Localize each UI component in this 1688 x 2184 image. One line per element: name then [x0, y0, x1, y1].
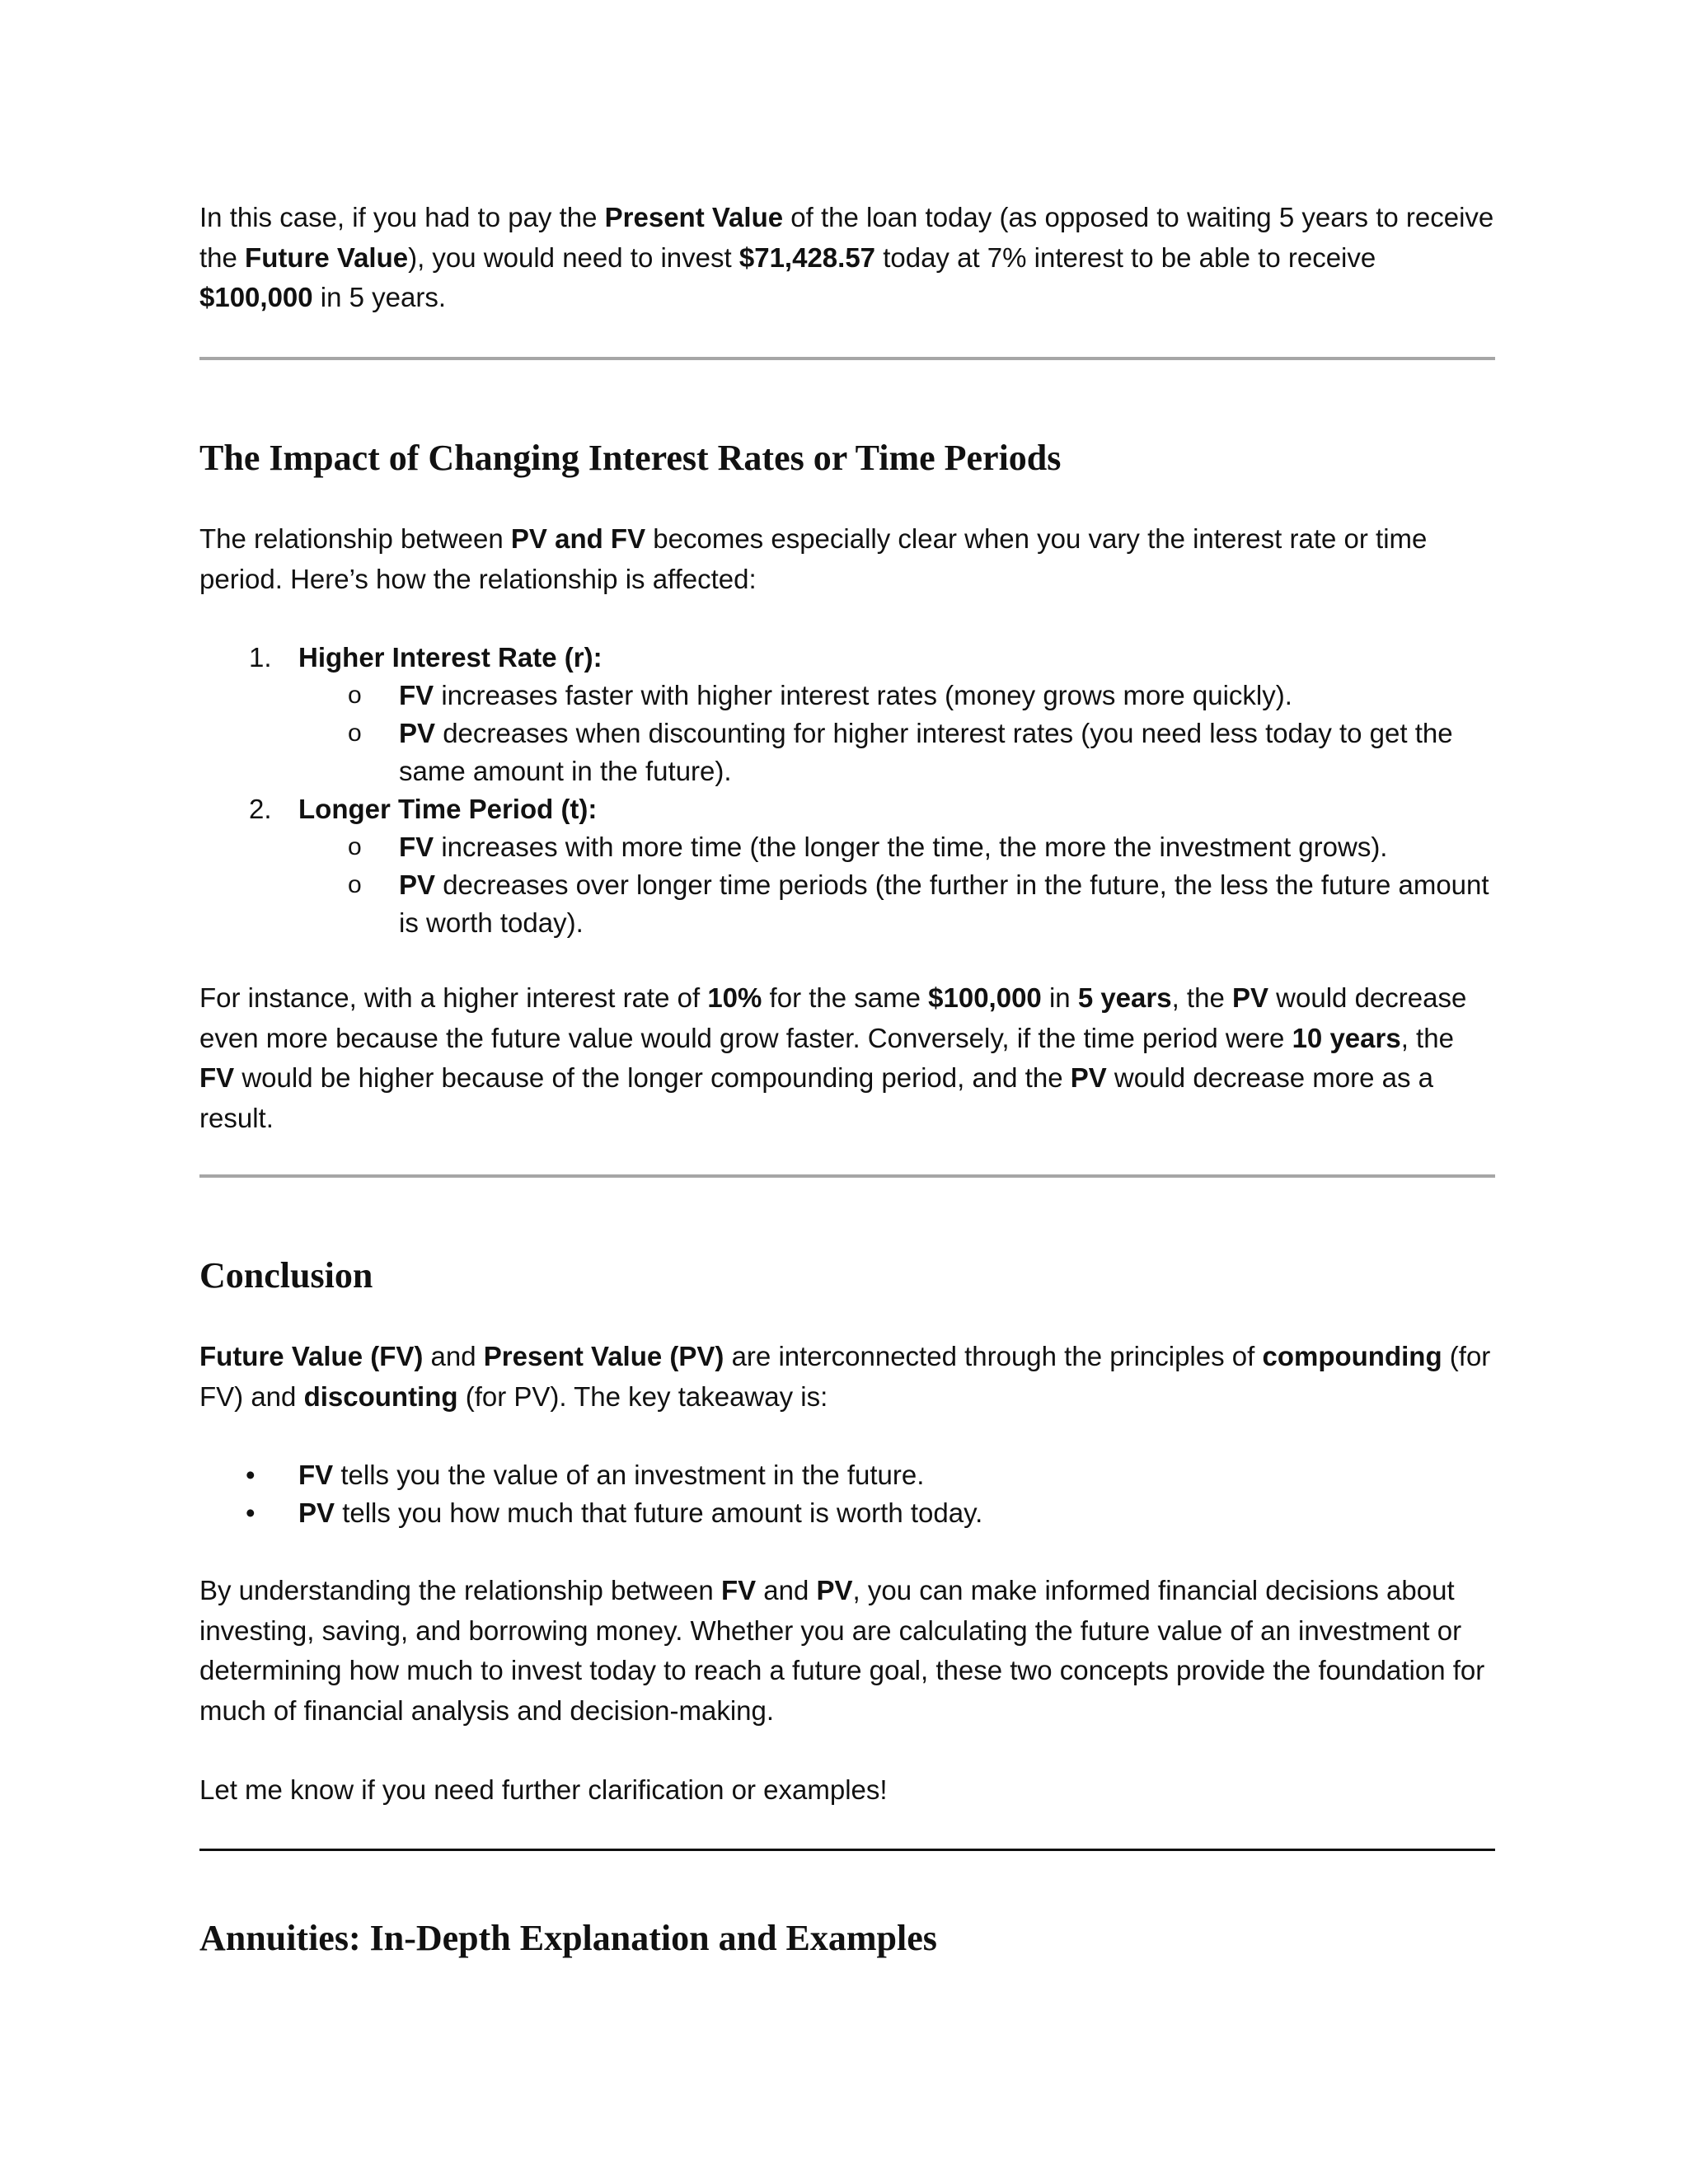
bold-run: 5 years — [1077, 982, 1172, 1013]
text-run: By understanding the relationship between — [199, 1575, 721, 1605]
text-run: for the same — [762, 982, 929, 1013]
bold-run: FV — [199, 1062, 235, 1093]
text-run: (for FV) and — [199, 1341, 1491, 1412]
sub-bullet-marker: o — [348, 833, 362, 860]
text-run: tells you how much that future amount is worth today. — [335, 1497, 983, 1528]
section-heading-conclusion: Conclusion — [199, 1255, 373, 1296]
text-run: , you can make informed financial decisions about investing, saving, and borrowing money. Whether you are calculating the future value of an investment or determining how much to invest today to reach a future goal, these two concepts provide the foundation for much of financial analysis and decision-making. — [199, 1575, 1485, 1726]
section-divider — [199, 357, 1495, 360]
text-run: would decrease more as a result. — [199, 1062, 1433, 1133]
list-item — [399, 828, 1495, 866]
bold-run: PV — [816, 1575, 853, 1605]
bullet-marker: • — [246, 1460, 256, 1490]
text-run: increases faster with higher interest rates (money grows more quickly). — [434, 680, 1292, 710]
text-run: In this case, if you had to pay the — [199, 202, 605, 232]
text-run: are interconnected through the principles of — [724, 1341, 1263, 1371]
text-run: For instance, with a higher interest rate of — [199, 982, 708, 1013]
section-heading-annuities: Annuities: In-Depth Explanation and Examples — [199, 1918, 937, 1958]
impact-paragraph-2 — [199, 978, 1495, 1138]
list-item-title — [298, 790, 597, 828]
bold-run: discounting — [303, 1380, 458, 1412]
conclusion-paragraph-2 — [199, 1571, 1495, 1731]
bold-run: $100,000 — [199, 282, 313, 312]
bold-run: FV — [399, 680, 434, 710]
bold-run: 10 years — [1292, 1022, 1401, 1053]
text-run: of the loan today (as opposed to waiting 5 years to receive the — [199, 202, 1494, 273]
text-run: The relationship between — [199, 523, 511, 554]
bold-run: compounding — [1262, 1341, 1442, 1371]
bold-run: Future Value (FV) — [199, 1341, 424, 1371]
bold-run: Present Value — [604, 202, 784, 232]
text-run: ), you would need to invest — [408, 241, 739, 273]
bold-run: FV — [298, 1460, 334, 1490]
text-run: , the — [1400, 1022, 1454, 1053]
bold-run: Future Value — [245, 241, 409, 273]
text-run: , the — [1171, 982, 1232, 1013]
text-run: (for PV). The key takeaway is: — [457, 1380, 828, 1412]
section-divider — [199, 1174, 1495, 1178]
list-number: 1. — [249, 642, 272, 673]
bold-run: $100,000 — [928, 982, 1042, 1013]
impact-paragraph-1 — [199, 519, 1495, 599]
list-item — [298, 1494, 982, 1532]
text-run: tells you the value of an investment in the future. — [333, 1460, 925, 1490]
section-divider — [199, 1849, 1495, 1851]
intro-paragraph — [199, 198, 1495, 318]
bold-run: Present Value (PV) — [483, 1341, 724, 1371]
bold-run: $71,428.57 — [738, 241, 876, 273]
bullet-marker: • — [246, 1497, 256, 1528]
bold-run: PV — [1070, 1062, 1107, 1093]
bold-run: PV — [399, 718, 436, 748]
text-run: would be higher because of the longer compounding period, and the — [234, 1062, 1071, 1093]
list-item — [399, 866, 1495, 942]
list-item — [399, 677, 1495, 715]
bold-run: Higher Interest Rate (r): — [298, 642, 603, 673]
text-run: decreases when discounting for higher interest rates (you need less today to get the same amount in the future). — [399, 718, 1453, 786]
text-run: and — [756, 1575, 817, 1605]
sub-bullet-marker: o — [348, 871, 362, 898]
bold-run: Longer Time Period (t): — [298, 794, 598, 824]
bold-run: FV — [399, 832, 434, 862]
conclusion-paragraph-1 — [199, 1337, 1495, 1417]
text-run: in 5 years. — [312, 282, 447, 312]
bold-run: PV — [298, 1497, 335, 1528]
text-run: today at 7% interest to be able to receive — [875, 241, 1376, 273]
bold-run: FV — [720, 1575, 757, 1605]
list-item — [298, 1456, 924, 1494]
text-run: becomes especially clear when you vary the interest rate or time period. Here’s how the relationship is affected: — [199, 523, 1428, 594]
list-item — [399, 715, 1495, 790]
bold-run: PV — [1231, 982, 1269, 1013]
text-run: and — [423, 1341, 484, 1371]
bold-run: 10% — [707, 982, 762, 1013]
text-run: in — [1041, 982, 1078, 1013]
text-run: would decrease even more because the future value would grow faster. Conversely, if the time period were — [199, 982, 1467, 1053]
section-heading-impact: The Impact of Changing Interest Rates or Time Periods — [199, 438, 1062, 478]
text-run: increases with more time (the longer the time, the more the investment grows). — [434, 832, 1388, 862]
bold-run: PV — [399, 869, 436, 900]
sub-bullet-marker: o — [348, 682, 362, 709]
bold-run: PV and FV — [510, 523, 646, 554]
conclusion-paragraph-3: Let me know if you need further clarification or examples! — [199, 1774, 888, 1805]
text-run: decreases over longer time periods (the further in the future, the less the future amount is worth today). — [399, 869, 1489, 938]
list-item-title — [298, 639, 603, 677]
sub-bullet-marker: o — [348, 719, 362, 747]
list-number: 2. — [249, 794, 272, 824]
